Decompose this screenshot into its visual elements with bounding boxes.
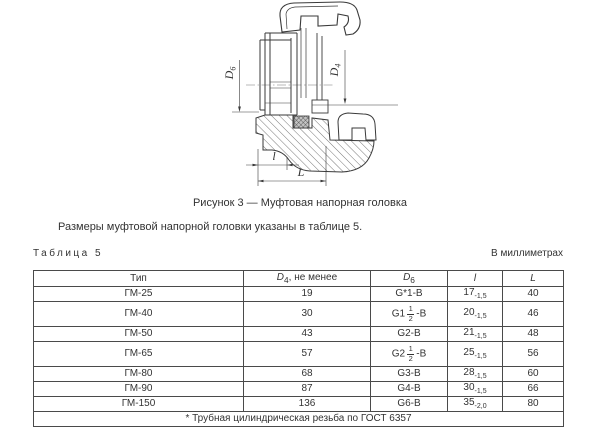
table-footnote-row (34, 412, 564, 427)
cell-L: 40 (503, 287, 564, 302)
fraction: $\frac{1}{2}$ (408, 304, 413, 323)
cell-l: $21_{-1,5}$ (448, 327, 503, 342)
header-l: l (448, 271, 503, 287)
cell-d6: G2 $\frac{1}{2}$ -В (371, 342, 448, 367)
header-d6: $D_6$ (371, 271, 448, 287)
cell-d6: G6-В (371, 397, 448, 412)
d6-label: $D_6$ (222, 66, 238, 80)
table-title: Таблица 5 (33, 248, 104, 259)
cell-d6: G2-В (371, 327, 448, 342)
table-row (34, 302, 564, 327)
table-row (34, 327, 564, 342)
table-row (34, 342, 564, 367)
cell-type: ГМ-80 (34, 367, 244, 382)
cell-d4: 87 (244, 382, 371, 397)
header-type: Тип (34, 271, 244, 287)
cell-d6: G3-В (371, 367, 448, 382)
table-row (34, 367, 564, 382)
cell-l: $25_{-1,5}$ (448, 342, 503, 367)
dimensions-table (33, 270, 564, 427)
header-L: L (503, 271, 564, 287)
units-note: В миллиметрах (491, 248, 563, 259)
cell-d4: 43 (244, 327, 371, 342)
d4-label: $D_4$ (327, 63, 343, 77)
figure-drawing (222, 0, 402, 192)
cell-d6: G1 $\frac{1}{2}$ -В (371, 302, 448, 327)
cell-L: 46 (503, 302, 564, 327)
cell-d6: G*1-В (371, 287, 448, 302)
cell-type: ГМ-65 (34, 342, 244, 367)
cell-d6: G4-В (371, 382, 448, 397)
cell-l: $30_{-1,5}$ (448, 382, 503, 397)
figure-caption: Рисунок 3 — Муфтовая напорная головка (192, 197, 408, 209)
top-cam-hook (280, 2, 360, 35)
L-label: L (297, 165, 305, 179)
header-d4: $D_4$, не менее (244, 271, 371, 287)
dim-d6 (222, 60, 259, 112)
cell-l: $35_{-2,0}$ (448, 397, 503, 412)
cell-type: ГМ-90 (34, 382, 244, 397)
l-label: l (272, 149, 276, 163)
fraction: $\frac{1}{2}$ (408, 344, 413, 363)
cell-d4: 19 (244, 287, 371, 302)
table-meta (33, 248, 563, 259)
cell-type: ГМ-25 (34, 287, 244, 302)
cell-L: 48 (503, 327, 564, 342)
cell-d4: 30 (244, 302, 371, 327)
table-row (34, 287, 564, 302)
table-row (34, 382, 564, 397)
sleeve-section (260, 33, 297, 115)
cell-type: ГМ-50 (34, 327, 244, 342)
table-footnote: * Трубная цилиндрическая резьба по ГОСТ 6357 (34, 412, 564, 427)
table-row (34, 397, 564, 412)
cell-d4: 57 (244, 342, 371, 367)
cell-type: ГМ-150 (34, 397, 244, 412)
cell-l: $17_{-1,5}$ (448, 287, 503, 302)
cell-L: 80 (503, 397, 564, 412)
cell-L: 66 (503, 382, 564, 397)
cell-d4: 136 (244, 397, 371, 412)
dim-d4 (327, 50, 346, 104)
cell-l: $28_{-1,5}$ (448, 367, 503, 382)
cell-type: ГМ-40 (34, 302, 244, 327)
table-header-row (34, 271, 564, 287)
cell-L: 56 (503, 342, 564, 367)
cell-d4: 68 (244, 367, 371, 382)
cell-l: $20_{-1,5}$ (448, 302, 503, 327)
bottom-cam-hook (338, 113, 376, 140)
cell-L: 60 (503, 367, 564, 382)
intro-paragraph: Размеры муфтовой напорной головки указаны в таблице 5. (58, 221, 363, 233)
gasket-seal (294, 116, 309, 128)
body-profile (301, 28, 328, 113)
